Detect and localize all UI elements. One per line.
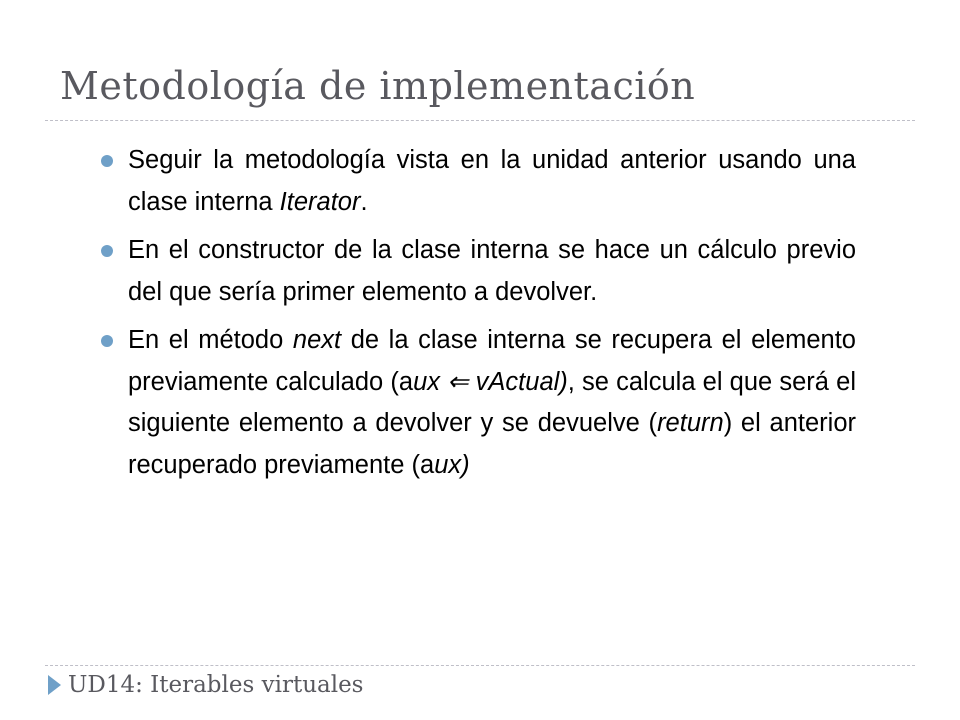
bullet-text-run: Seguir la metodología vista en la unidad anterior usando una clase interna: [128, 146, 856, 216]
bullet-text: [128, 146, 856, 216]
footer-divider: [45, 665, 915, 666]
bullet-dot-icon: [101, 335, 113, 347]
bullet-text-run: , se calcula el que será el siguiente elemento a devolver y se devuelve (: [128, 367, 856, 437]
title-divider: [45, 120, 915, 121]
bullet-item: [100, 320, 856, 486]
bullet-text-run: ) el anterior recuperado previamente (a: [128, 409, 856, 479]
bullet-text-run: En el constructor de la clase interna se hace un cálculo previo del que sería primer elemento a devolver.: [128, 236, 856, 306]
bullet-text-run: de la clase interna se recupera el elemento previamente calculado (a: [128, 326, 856, 396]
bullet-item: [100, 230, 856, 313]
bullet-text-italic: Iterator: [279, 187, 361, 216]
bullet-item: [100, 140, 856, 223]
bullet-text: [128, 236, 856, 306]
bullet-text-italic: ux ⇐ vActual): [413, 367, 568, 396]
triangle-right-icon: [48, 675, 61, 695]
slide-title: Metodología de implementación: [60, 64, 696, 108]
bullet-dot-icon: [101, 155, 113, 167]
bullet-text: [128, 326, 856, 479]
bullet-text-run: .: [360, 187, 368, 216]
bullet-list: [100, 140, 856, 493]
footer-label: UD14: Iterables virtuales: [68, 672, 364, 698]
bullet-text-italic: return: [657, 409, 724, 437]
bullet-text-run: En el método: [128, 326, 293, 354]
bullet-text-italic: ux): [434, 450, 470, 479]
bullet-dot-icon: [101, 245, 113, 257]
bullet-text-italic: next: [292, 326, 342, 354]
